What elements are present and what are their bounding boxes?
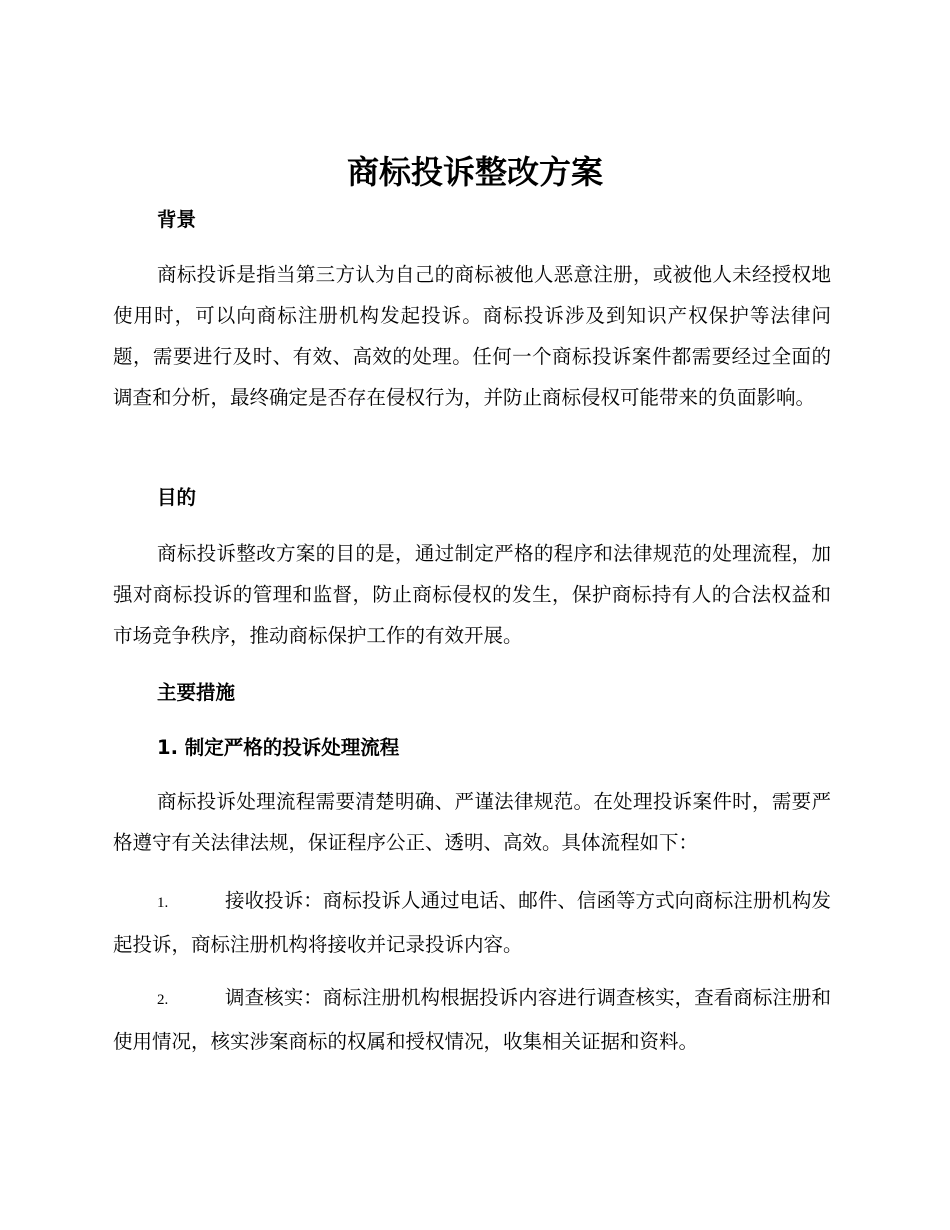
list-item-number: 1. [157, 895, 169, 911]
background-paragraph: 商标投诉是指当第三方认为自己的商标被他人恶意注册，或被他人未经授权地使用时，可以向商标注册机构发起投诉。商标投诉涉及到知识产权保护等法律问题，需要进行及时、有效、高效的处理。任何一个商标投诉案件都需要经过全面的调查和分析，最终确定是否存在侵权行为，并防止商标侵权可能带来的负面影响。 [113, 263, 831, 409]
list-item-number: 2. [157, 992, 169, 1008]
list-item-text: 调查核实：商标注册机构根据投诉内容进行调查核实，查看商标注册和使用情况，核实涉案商标的权属和授权情况，收集相关证据和资料。 [113, 986, 831, 1053]
list-item-text: 接收投诉：商标投诉人通过电话、邮件、信函等方式向商标注册机构发起投诉，商标注册机构将接收并记录投诉内容。 [113, 889, 831, 956]
section-heading-background: 背景 [157, 208, 197, 231]
measures-paragraph: 商标投诉处理流程需要清楚明确、严谨法律规范。在处理投诉案件时，需要严格遵守有关法律法规，保证程序公正、透明、高效。具体流程如下： [113, 790, 831, 854]
section-heading-purpose: 目的 [157, 486, 197, 509]
list-item [113, 880, 831, 965]
document-title: 商标投诉整改方案 [346, 153, 603, 191]
list-item [113, 977, 831, 1062]
section-heading-measures: 主要措施 [157, 681, 236, 704]
subheading-complaint-process: 1. 制定严格的投诉处理流程 [157, 736, 400, 759]
purpose-paragraph: 商标投诉整改方案的目的是，通过制定严格的程序和法律规范的处理流程，加强对商标投诉的管理和监督，防止商标侵权的发生，保护商标持有人的合法权益和市场竞争秩序，推动商标保护工作的有效开展。 [113, 542, 831, 647]
